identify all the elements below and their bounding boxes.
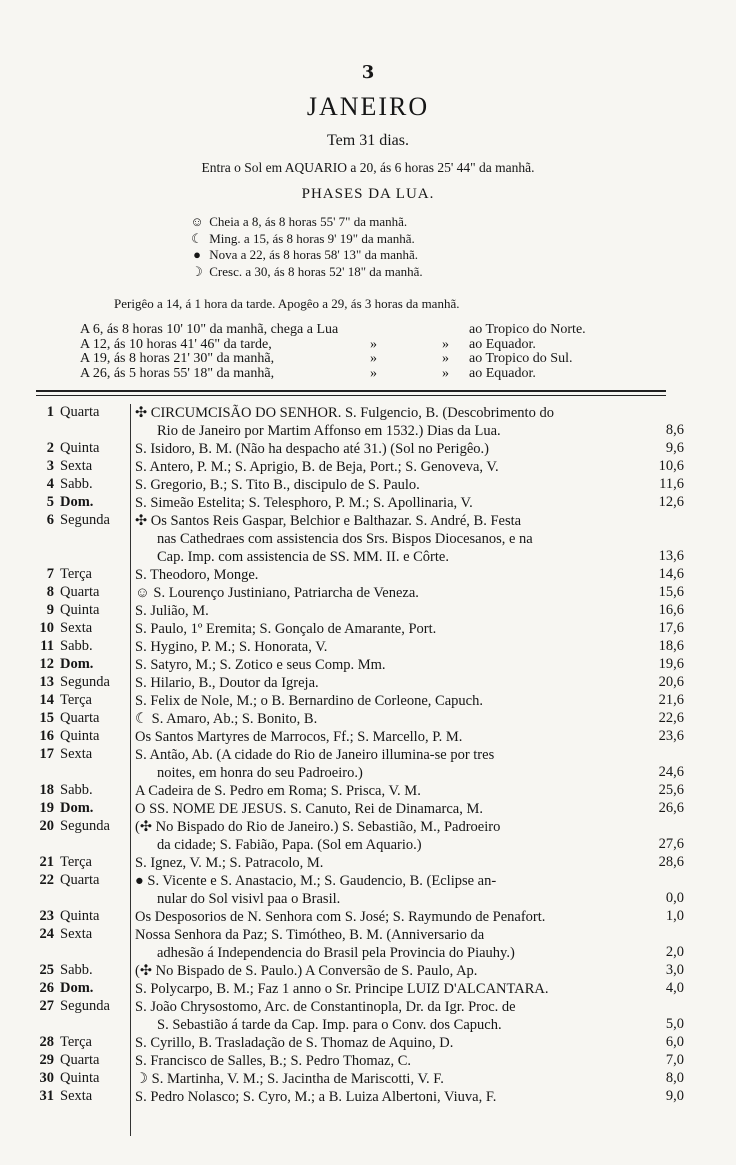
weekday: Sabb.: [60, 962, 93, 978]
calendar-row: [0, 926, 736, 962]
weekday: Quinta: [60, 1070, 100, 1086]
day-number: 11: [40, 638, 54, 654]
ditto-mark: »: [442, 365, 449, 381]
moon-age: 23,6: [658, 728, 684, 744]
days-count: Tem 31 dias.: [327, 132, 409, 149]
description-line: nas Cathedraes com assistencia dos Srs. Bispos Diocesanos, e na: [157, 531, 533, 547]
day-number: 28: [39, 1034, 54, 1050]
day-number: 7: [46, 566, 54, 582]
description-line: (✣ No Bispado do Rio de Janeiro.) S. Sebastião, M., Padroeiro: [135, 819, 501, 835]
calendar-row: [0, 440, 736, 458]
description-line: (✣ No Bispado de S. Paulo.) A Conversão de S. Paulo, Ap.: [135, 963, 478, 979]
day-number: 27: [39, 998, 54, 1014]
phase-text: Cresc. a 30, ás 8 horas 52' 18" da manhã.: [209, 263, 423, 279]
description-line: S. Antero, P. M.; S. Aprigio, B. de Beja, Port.; S. Genoveva, V.: [135, 459, 499, 475]
saint-description: [135, 656, 635, 674]
description-line: S. Francisco de Salles, B.; S. Pedro Thomaz, C.: [135, 1053, 412, 1069]
tropic-date: A 19, ás 8 horas 21' 30" da manhã,: [80, 351, 275, 366]
weekday: Quarta: [60, 872, 100, 888]
day-number: 31: [39, 1088, 54, 1104]
ditto-mark: »: [370, 336, 377, 352]
saint-description: [135, 926, 635, 962]
weekday: Quarta: [60, 584, 100, 600]
double-rule-bottom: [36, 395, 666, 396]
weekday: Terça: [60, 854, 92, 870]
moon-age: 7,0: [665, 1052, 684, 1068]
saint-description: [135, 602, 635, 620]
calendar-row: [0, 800, 736, 818]
day-number: 24: [39, 926, 54, 942]
moon-age: 24,6: [658, 764, 684, 780]
description-line: S. Felix de Nole, M.; o B. Bernardino de Corleone, Capuch.: [135, 693, 483, 709]
phase-row: [188, 231, 423, 248]
calendar-row: [0, 818, 736, 854]
description-line: S. Ignez, V. M.; S. Patracolo, M.: [135, 855, 324, 871]
saint-description: [135, 458, 635, 476]
moon-age: 14,6: [658, 566, 684, 582]
weekday: Dom.: [60, 656, 94, 672]
tropic-destination: ao Equador.: [469, 365, 536, 381]
moon-age: 0,0: [665, 890, 684, 906]
description-line: S. Pedro Nolasco; S. Cyro, M.; a B. Luiza Albertoni, Viuva, F.: [135, 1089, 497, 1105]
weekday: Quarta: [60, 1052, 100, 1068]
description-line: ✣ CIRCUMCISÃO DO SENHOR. S. Fulgencio, B. (Descobrimento do: [135, 405, 554, 421]
saint-description: [135, 1088, 635, 1106]
description-line: Nossa Senhora da Paz; S. Timótheo, B. M. (Anniversario da: [135, 927, 485, 943]
waxing-moon-icon: ☽: [191, 263, 203, 279]
description-line: S. Julião, M.: [135, 603, 209, 619]
saint-description: [135, 908, 635, 926]
description-line: Rio de Janeiro por Martim Affonso em 1532.) Dias da Lua.: [157, 423, 501, 439]
calendar-row: [0, 728, 736, 746]
moon-age: 21,6: [658, 692, 684, 708]
saint-description: [135, 872, 635, 908]
month-title: JANEIRO: [306, 92, 430, 121]
day-number: 19: [39, 800, 54, 816]
tropic-destination: ao Equador.: [469, 336, 536, 352]
day-number: 10: [39, 620, 54, 636]
new-moon-icon: ●: [193, 247, 201, 262]
calendar-row: [0, 404, 736, 440]
calendar-row: [0, 656, 736, 674]
calendar-row: [0, 908, 736, 926]
saint-description: [135, 566, 635, 584]
moon-age: 8,6: [665, 422, 684, 438]
description-line: S. João Chrysostomo, Arc. de Constantinopla, Dr. da Igr. Proc. de: [135, 999, 516, 1015]
saint-description: [135, 1034, 635, 1052]
weekday: Dom.: [60, 980, 94, 996]
description-line: noites, em honra do seu Padroeiro.): [157, 765, 363, 781]
calendar-row: [0, 980, 736, 998]
double-rule-top: [36, 390, 666, 392]
description-line: ☽ S. Martinha, V. M.; S. Jacintha de Mariscotti, V. F.: [135, 1071, 444, 1087]
description-line: S. Sebastião á tarde da Cap. Imp. para o Conv. dos Capuch.: [157, 1017, 502, 1033]
day-number: 3: [46, 458, 54, 474]
calendar-row: [0, 512, 736, 566]
tropic-date: A 12, ás 10 horas 41' 46" da tarde,: [80, 336, 272, 352]
day-number: 1: [46, 404, 54, 420]
description-line: Os Desposorios de N. Senhora com S. José; S. Raymundo de Penafort.: [135, 909, 546, 925]
moon-age: 9,0: [665, 1088, 684, 1104]
moon-age: 1,0: [665, 908, 684, 924]
moon-age: 8,0: [665, 1070, 684, 1086]
weekday: Quinta: [60, 908, 100, 924]
weekday: Sabb.: [60, 638, 93, 654]
saint-description: [135, 728, 635, 746]
saint-description: [135, 584, 635, 602]
day-number: 20: [39, 818, 54, 834]
day-number: 25: [39, 962, 54, 978]
description-line: Cap. Imp. com assistencia de SS. MM. II. e Côrte.: [157, 549, 449, 565]
moon-age: 2,0: [665, 944, 684, 960]
calendar-row: [0, 602, 736, 620]
moon-age: 16,6: [658, 602, 684, 618]
day-number: 15: [39, 710, 54, 726]
description-line: ☺ S. Lourenço Justiniano, Patriarcha de Veneza.: [135, 585, 419, 601]
day-number: 12: [39, 656, 54, 672]
waning-moon-icon: ☾: [191, 230, 203, 246]
ditto-mark: »: [442, 336, 449, 352]
phase-row: [188, 247, 423, 264]
day-number: 6: [46, 512, 54, 528]
description-line: S. Hilario, B., Doutor da Igreja.: [135, 675, 319, 691]
day-number: 2: [46, 440, 54, 456]
weekday: Sexta: [60, 620, 93, 636]
saint-description: [135, 674, 635, 692]
weekday: Sabb.: [60, 476, 93, 492]
description-line: S. Cyrillo, B. Trasladação de S. Thomaz de Aquino, D.: [135, 1035, 454, 1051]
moon-age: 13,6: [658, 548, 684, 564]
day-number: 13: [39, 674, 54, 690]
moon-age: 20,6: [658, 674, 684, 690]
moon-age: 25,6: [658, 782, 684, 798]
day-number: 4: [46, 476, 54, 492]
calendar-row: [0, 638, 736, 656]
moon-age: 9,6: [665, 440, 684, 456]
description-line: ● S. Vicente e S. Anastacio, M.; S. Gaudencio, B. (Eclipse an-: [135, 873, 497, 889]
saint-description: [135, 494, 635, 512]
ditto-mark: »: [370, 351, 377, 366]
day-number: 8: [46, 584, 54, 600]
day-number: 16: [39, 728, 54, 744]
saint-description: [135, 854, 635, 872]
ditto-mark: »: [370, 365, 377, 381]
calendar-row: [0, 1070, 736, 1088]
calendar-row: [0, 566, 736, 584]
weekday: Dom.: [60, 800, 94, 816]
weekday: Quinta: [60, 602, 100, 618]
phase-text: Cheia a 8, ás 8 horas 55' 7" da manhã.: [209, 214, 408, 229]
moon-age: 18,6: [658, 638, 684, 654]
moon-age: 6,0: [665, 1034, 684, 1050]
saint-description: [135, 1070, 635, 1088]
moon-age: 11,6: [659, 476, 684, 492]
moon-age: 17,6: [658, 620, 684, 636]
calendar-table: [0, 404, 736, 1106]
calendar-row: [0, 782, 736, 800]
day-number: 21: [39, 854, 54, 870]
weekday: Quarta: [60, 404, 100, 420]
description-line: S. Satyro, M.; S. Zotico e seus Comp. Mm.: [135, 657, 386, 673]
description-line: S. Theodoro, Monge.: [135, 567, 259, 583]
weekday: Quarta: [60, 710, 100, 726]
day-number: 23: [39, 908, 54, 924]
description-line: Os Santos Martyres de Marrocos, Ff.; S. Marcello, P. M.: [135, 729, 463, 745]
calendar-row: [0, 620, 736, 638]
description-line: S. Gregorio, B.; S. Tito B., discipulo de S. Paulo.: [135, 477, 420, 493]
calendar-row: [0, 962, 736, 980]
ditto-mark: »: [442, 351, 449, 366]
calendar-row: [0, 710, 736, 728]
calendar-row: [0, 872, 736, 908]
moon-age: 15,6: [658, 584, 684, 600]
description-line: S. Hygino, P. M.; S. Honorata, V.: [135, 639, 328, 655]
description-line: ☾ S. Amaro, Ab.; S. Bonito, B.: [135, 711, 318, 727]
description-line: adhesão á Independencia do Brasil pela Provincia do Piauhy.): [157, 945, 515, 961]
description-line: nular do Sol visivl paa o Brasil.: [157, 891, 341, 907]
calendar-row: [0, 854, 736, 872]
day-number: 17: [39, 746, 54, 762]
calendar-row: [0, 692, 736, 710]
phases-heading: PHASES DA LUA.: [301, 186, 435, 202]
calendar-row: [0, 458, 736, 476]
weekday: Terça: [60, 566, 92, 582]
tropic-date: A 6, ás 8 horas 10' 10" da manhã, chega a Lua: [80, 322, 339, 337]
weekday: Terça: [60, 1034, 92, 1050]
description-line: O SS. NOME DE JESUS. S. Canuto, Rei de Dinamarca, M.: [135, 801, 483, 817]
description-line: S. Isidoro, B. M. (Não ha despacho até 31.) (Sol no Perigêo.): [135, 441, 489, 457]
calendar-row: [0, 494, 736, 512]
moon-age: 22,6: [658, 710, 684, 726]
weekday: Dom.: [60, 494, 94, 510]
saint-description: [135, 1052, 635, 1070]
weekday: Sabb.: [60, 782, 93, 798]
tropic-destination: ao Tropico do Norte.: [469, 322, 586, 337]
moon-phases: [188, 214, 423, 280]
moon-age: 5,0: [665, 1016, 684, 1032]
saint-description: [135, 476, 635, 494]
moon-age: 26,6: [658, 800, 684, 816]
moon-age: 19,6: [658, 656, 684, 672]
day-number: 14: [39, 692, 54, 708]
saint-description: [135, 404, 635, 440]
saint-description: [135, 818, 635, 854]
phase-text: Nova a 22, ás 8 horas 58' 13" da manhã.: [209, 247, 418, 262]
moon-age: 28,6: [658, 854, 684, 870]
calendar-row: [0, 1034, 736, 1052]
full-moon-icon: ☺: [190, 214, 204, 229]
page-number: 3: [361, 62, 375, 83]
weekday: Quinta: [60, 728, 100, 744]
weekday: Segunda: [60, 674, 110, 690]
day-number: 30: [39, 1070, 54, 1086]
saint-description: [135, 710, 635, 728]
saint-description: [135, 980, 635, 998]
day-number: 5: [46, 494, 54, 510]
phase-row: [188, 264, 423, 281]
saint-description: [135, 638, 635, 656]
calendar-row: [0, 476, 736, 494]
weekday: Segunda: [60, 998, 110, 1014]
weekday: Sexta: [60, 1088, 93, 1104]
tropic-destination: ao Tropico do Sul.: [469, 351, 573, 366]
saint-description: [135, 800, 635, 818]
tropic-date: A 26, ás 5 horas 55' 18" da manhã,: [80, 365, 275, 381]
saint-description: [135, 620, 635, 638]
weekday: Sexta: [60, 746, 93, 762]
moon-age: 4,0: [665, 980, 684, 996]
saint-description: [135, 746, 635, 782]
saint-description: [135, 440, 635, 458]
description-line: A Cadeira de S. Pedro em Roma; S. Prisca, V. M.: [135, 783, 421, 799]
calendar-row: [0, 746, 736, 782]
saint-description: [135, 962, 635, 980]
saint-description: [135, 782, 635, 800]
weekday: Terça: [60, 692, 92, 708]
weekday: Segunda: [60, 512, 110, 528]
day-number: 18: [39, 782, 54, 798]
day-number: 26: [39, 980, 54, 996]
phase-row: [188, 214, 423, 231]
saint-description: [135, 998, 635, 1034]
weekday: Quinta: [60, 440, 100, 456]
moon-age: 3,0: [665, 962, 684, 978]
phase-text: Ming. a 15, ás 8 horas 9' 19" da manhã.: [209, 230, 415, 246]
saint-description: [135, 692, 635, 710]
description-line: S. Simeão Estelita; S. Telesphoro, P. M.; S. Apollinaria, V.: [135, 495, 473, 511]
day-number: 9: [46, 602, 54, 618]
perigee-note: Perigêo a 14, á 1 hora da tarde. Apogêo a 29, ás 3 horas da manhã.: [114, 296, 460, 311]
moon-age: 12,6: [658, 494, 684, 510]
weekday: Segunda: [60, 818, 110, 834]
moon-age: 27,6: [658, 836, 684, 852]
moon-age: 10,6: [658, 458, 684, 474]
calendar-row: [0, 674, 736, 692]
description-line: S. Paulo, 1º Eremita; S. Gonçalo de Amarante, Port.: [135, 621, 437, 637]
description-line: S. Antão, Ab. (A cidade do Rio de Janeiro illumina-se por tres: [135, 747, 495, 763]
description-line: da cidade; S. Fabião, Papa. (Sol em Aquario.): [157, 837, 422, 853]
day-number: 22: [39, 872, 54, 888]
sun-entry: Entra o Sol em AQUARIO a 20, ás 6 horas 25' 44" da manhã.: [201, 160, 535, 175]
calendar-row: [0, 1052, 736, 1070]
description-line: S. Polycarpo, B. M.; Faz 1 anno o Sr. Principe LUIZ D'ALCANTARA.: [135, 981, 549, 997]
calendar-row: [0, 998, 736, 1034]
weekday: Sexta: [60, 458, 93, 474]
weekday: Sexta: [60, 926, 93, 942]
saint-description: [135, 512, 635, 566]
day-number: 29: [39, 1052, 54, 1068]
calendar-row: [0, 1088, 736, 1106]
calendar-row: [0, 584, 736, 602]
description-line: ✣ Os Santos Reis Gaspar, Belchior e Balthazar. S. André, B. Festa: [135, 513, 522, 529]
